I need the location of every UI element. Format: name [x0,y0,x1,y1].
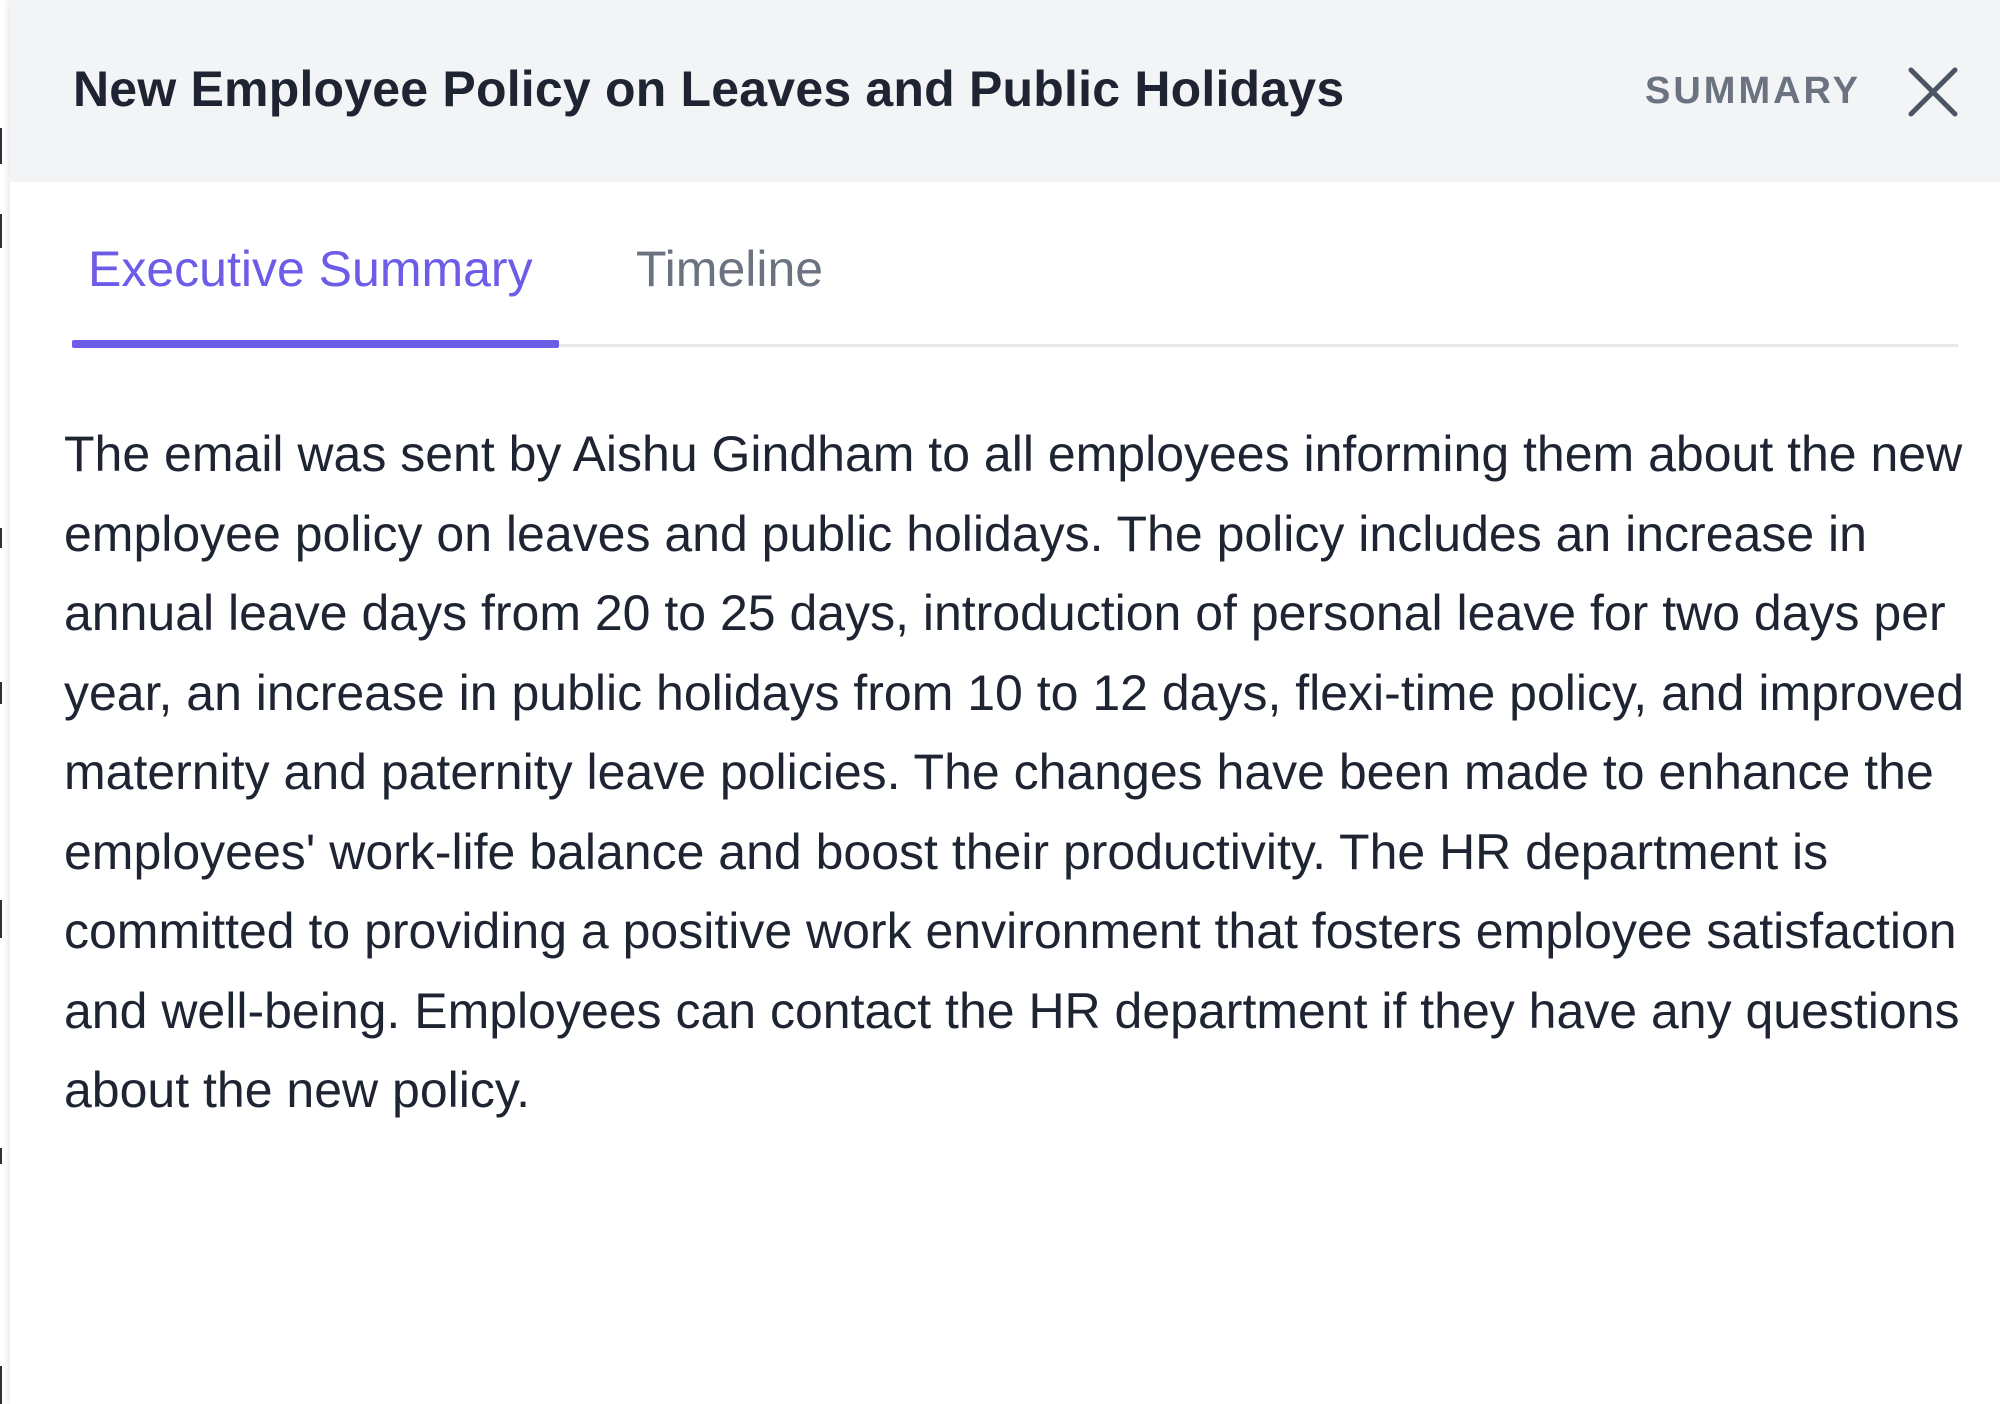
close-button[interactable] [1905,62,1961,122]
panel-title: New Employee Policy on Leaves and Public Holidays [73,61,1345,117]
active-tab-indicator [72,340,559,348]
background-text-fragment [0,128,2,164]
background-text-fragment [0,1366,2,1404]
summary-panel [10,0,2000,1404]
tab-executive-summary[interactable]: Executive Summary [88,241,533,297]
background-text-fragment [0,1148,2,1164]
summary-label: SUMMARY [1645,70,1861,112]
tab-timeline[interactable]: Timeline [636,241,824,297]
background-text-fragment [0,528,2,548]
tab-bar [72,182,1958,348]
panel-header [10,0,2000,182]
background-text-fragment [0,682,2,704]
close-icon [1905,62,1961,122]
background-page-edge [0,0,10,1404]
background-text-fragment [0,900,2,938]
executive-summary-text: The email was sent by Aishu Gindham to all employees informing them about the new employee policy on leaves and public holidays. The policy includes an increase in annual leave days from 20 to 25 days, introduction of personal leave for two days per year, an increase in public holidays from 10 to 12 days, flexi-time policy, and improved maternity and paternity leave policies. The changes have been made to enhance the employees' work-life balance and boost their productivity. The HR department is committed to providing a positive work environment that fosters employee satisfaction and well-being. Employees can contact the HR department if they have any questions about the new policy. [64,426,1965,1118]
background-text-fragment [0,214,2,248]
